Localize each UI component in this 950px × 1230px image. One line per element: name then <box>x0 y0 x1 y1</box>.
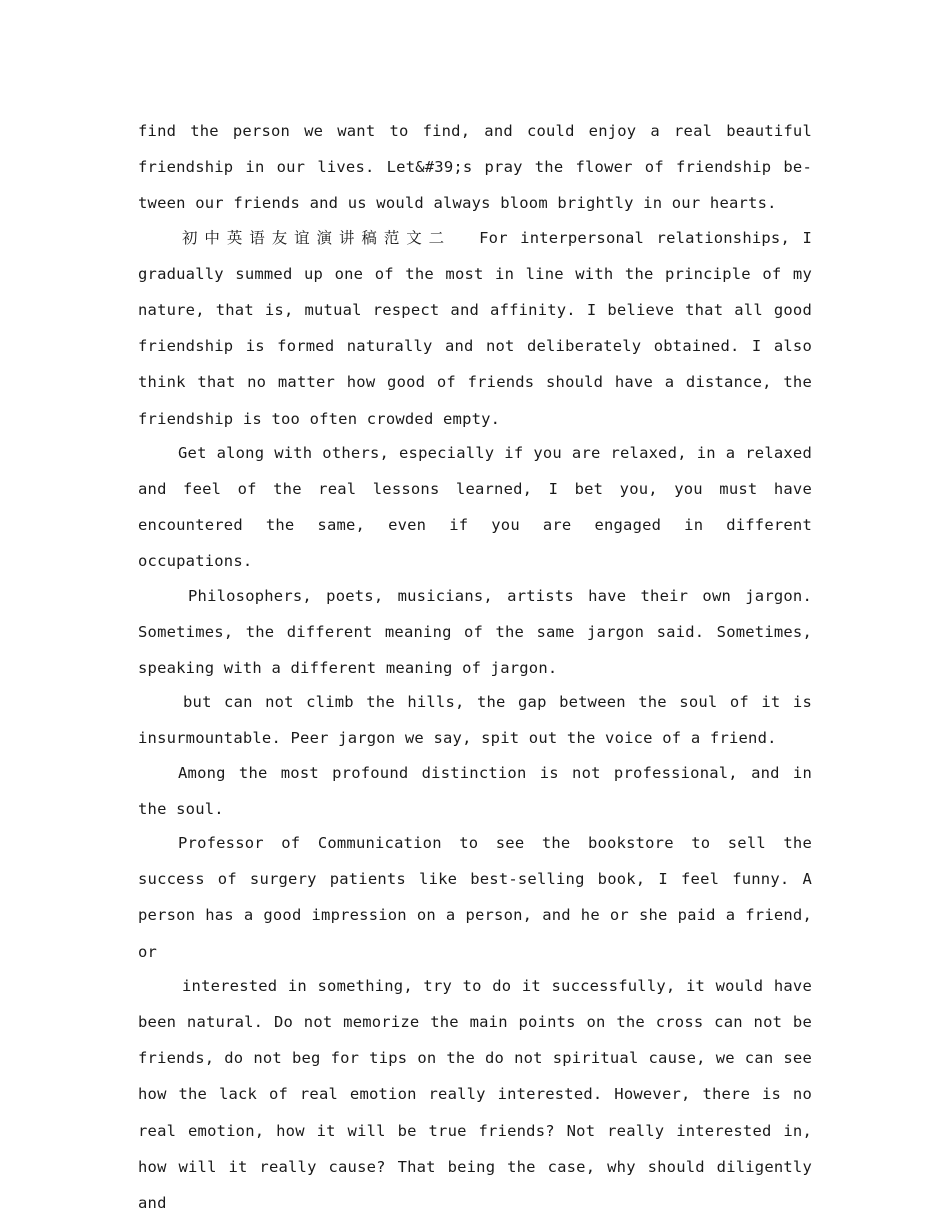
paragraph-philosophers: Philosophers, poets, musicians, artists have their own jargon. Sometimes, the different meaning of the same jargon said. Sometimes, speaking with a different meaning of jargon. <box>138 586 812 678</box>
section-heading: 初中英语友谊演讲稿范文二 <box>182 228 452 247</box>
document-body <box>138 113 812 1221</box>
paragraph-text: For interpersonal relationships, I gradually summed up one of the most in line with the principle of my nature, that is, mutual respect and affinity. I believe that all good friendship is formed naturally and not deliberately obtained. I also think that no matter how good of friends should have a distance, the friendship is too often crowded empty. <box>138 228 812 428</box>
paragraph-professor: Professor of Communication to see the bookstore to sell the success of surgery patients like best-selling book, I feel funny. A person has a good impression on a person, and he or she paid a friend, or <box>138 834 812 961</box>
paragraph-continuation: find the person we want to find, and could enjoy a real beautiful friendship in our lives. Let&#39;s pray the flower of friendship be-tween our friends and us would always bloom brightly in our hearts. <box>138 122 812 213</box>
paragraph-interested: interested in something, try to do it successfully, it would have been natural. Do not memorize the main points on the cross can not be friends, do not beg for tips on the do not spiritual cause, we can see how the lack of real emotion really interested. However, there is no real emotion, how it will be true friends? Not really interested in, how will it really cause? That being the case, why should diligently and <box>138 976 812 1213</box>
paragraph-distinction: Among the most profound distinction is not professional, and in the soul. <box>138 763 812 818</box>
paragraph-speech-two <box>138 220 812 437</box>
paragraph-hills: but can not climb the hills, the gap between the soul of it is insurmountable. Peer jargon we say, spit out the voice of a friend. <box>138 693 812 748</box>
paragraph-get-along: Get along with others, especially if you are relaxed, in a relaxed and feel of the real lessons learned, I bet you, you must have encountered the same, even if you are engaged in different occupations. <box>138 443 812 571</box>
